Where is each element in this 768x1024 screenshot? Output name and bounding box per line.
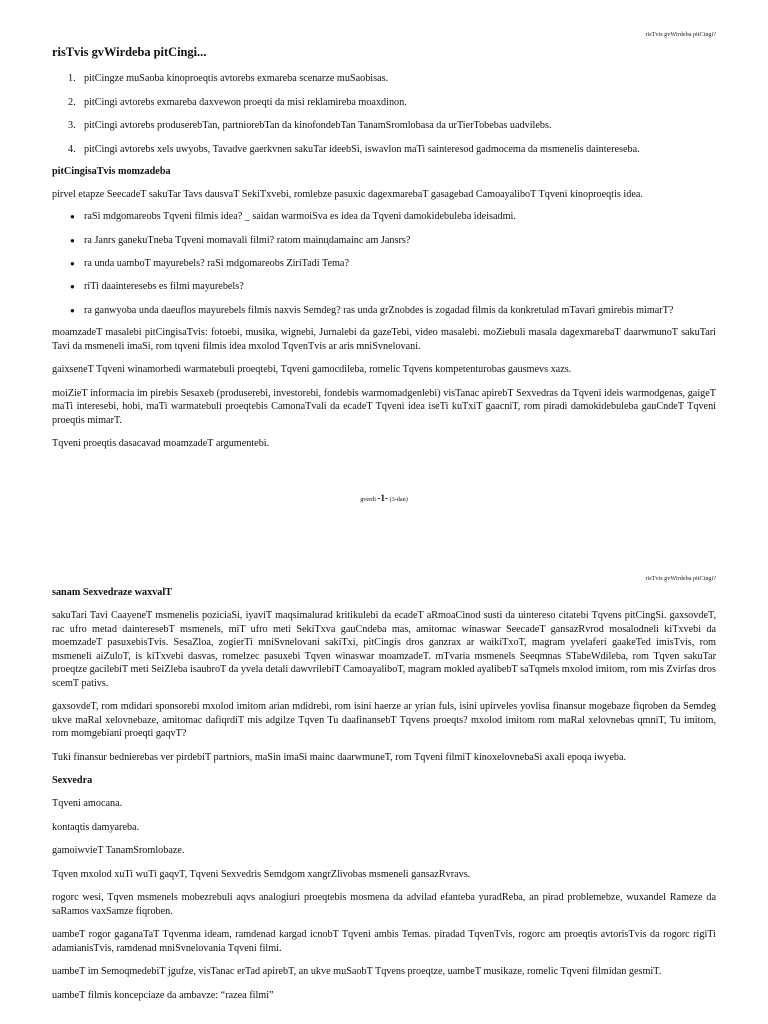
body-paragraph: gamoiwvieT TanamSromlobaze. xyxy=(52,845,185,857)
list-item: 2. pitCingi avtorebs exmareba daxvewon proeqti da misi reklamireba moaxdinon. xyxy=(68,96,407,108)
page-number: -1- xyxy=(377,493,389,503)
section-heading: pitCingisaTvis momzadeba xyxy=(52,166,171,178)
body-paragraph: uambeT im SemoqmedebiT jgufze, visTanac erTad apirebT, an ukve muSaobT Tqvens proeqtze, uambeT musikaze, romelic Tqveni filmidan gesmiT. xyxy=(52,966,662,978)
bullet-list xyxy=(52,210,716,317)
list-item: ● ra unda uamboT mayurebels? raSi mdgomareobs ZiriTadi Tema? xyxy=(70,258,349,269)
list-item: ● ra Janrs ganekuTneba Tqveni momavali filmi? ratom mainцdamainc am Jansrs? xyxy=(70,234,411,246)
body-paragraph: uambeT filmis koncepciaze da ambavze: “razea filmi” xyxy=(52,989,274,1001)
bullet-icon: ● xyxy=(70,305,75,315)
body-paragraph: uambeT rogor gaganaTaT Tqvenma ideam, ramdenad kargad icnobT Tqveni ambis Temas. piradad TqvenTvis, rogorc am proeqtis avtorisTvis da rogorc rigiTi adamianisTvis, ramdenad mniSvnelovania Tqveni filmi. xyxy=(52,929,716,954)
page-footer: gverdi -1- (3-dan) xyxy=(360,493,408,503)
section-heading: Sexvedra xyxy=(52,774,93,786)
body-paragraph: sakuTari Tavi CaayeneT msmenelis poziciaSi, iyaviT maqsimalurad kritikulebi da ecadeT aRmoaCinod susti da uintereso citatebi Tqvens pitCingSi. gaxsovdeT, rac ufro metad dainteresebT msmenels, miT ufro meti SekiTxva gauCndeba mas, amitomac winaswar SeecadeT gansazRvrod mosalodneli kiTxvebi da moemzadeT pasuxebisTvis. SesaZloa, zogierTi mniSvnelovani sakiTxi, pitCingis dros ganzrax ar waikiTxoT, magram yvelaferi gaakeTed imisTvis, rom msmeneli aiZuloT, is kiTxvebi dasvas, romelzec pasuxebi Tqven winaswar moamzadeT. mTvaria msmenels Seeqmnas STabeWdileba, rom Tqven sakuTar proeqtze gacilebiT meti SeiZleba isaubroT da yvela detali dawvrilebiT CamoayaliboT, magram mokled ayalibebT saTqmels mxolod imitom, rom mis Zvirfas dros scemT pativs. xyxy=(52,610,716,689)
page-2-content xyxy=(52,586,716,1002)
list-item: 1. pitCingze muSaoba kinoproeqtis avtorebs exmareba scenarze muSaobisas. xyxy=(68,73,389,85)
list-item: ● ra ganwyoba unda daeuflos mayurebels filmis naxvis Semdeg? ras unda grZnobdes is zogadad filmis da konkretulad mTavari gmirebis mimarT? xyxy=(70,304,674,316)
bullet-icon: ● xyxy=(70,282,75,292)
document-page-2 xyxy=(0,556,768,1024)
body-paragraph: Tqveni amocana. xyxy=(52,798,123,810)
body-paragraph: rogorc wesi, Tqven msmenels mobezrebuli aqvs analogiuri proeqtebis mosmena da advilad efanteba yuradReba, an pirad problemebze, wuxandel Rameze da saRamos vaxSamze fiqroben. xyxy=(52,892,716,917)
bullet-icon: ● xyxy=(70,212,75,222)
body-paragraph: Tuki finansur bednierebas ver pirdebiT partniors, maSin imaSi mainc daarwmuneT, rom Tqveni filmiT kinoxelovnebaSi axali epoqa iwyeba. xyxy=(52,751,627,763)
page-1-content xyxy=(52,44,716,451)
body-paragraph: gaixseneT Tqveni winamorbedi warmatebuli proeqtebi, Tqveni gamocdileba, romelic Tqvens kompetenturobas gausmevs xazs. xyxy=(52,364,572,376)
bullet-icon: ● xyxy=(70,259,75,268)
body-paragraph: moamzadeT masalebi pitCingisaTvis: fotoebi, musika, wignebi, Jurnalebi da gazeTebi, video masalebi. moZiebuli masala dagexmarebaT daarwmunoT sakuTari Tavi da msmeneli imaSi, rom tqveni filmis idea mxolod TqvenTvis ar aris mniSvnelovani. xyxy=(52,327,716,352)
bullet-icon: ● xyxy=(70,235,75,245)
list-item: 4. pitCingi avtorebs xels uwyobs, Tavadve gaerkvnen sakuTar ideebSi, iswavlon maTi sainteresod gadmocema da msmenelis daintereseba. xyxy=(68,143,640,155)
numbered-list xyxy=(52,72,716,156)
body-paragraph: gaxsovdeT, rom mdidari sponsorebi mxolod imitom arian mdidrebi, rom isini haerze ar yrian fuls, isini upirveles yovlisa finansur mogebaze fiqroben da Semdeg ukve maRal xelovnebaze, amitomac dafiqrdiT mis adgilze Tqven Tu daafinansebT Tqvens proeqts? mxolod imitom rom maRal xelovnebas qmniT, Tu imitom, rom momgebiani proeqti gaqvT? xyxy=(52,701,716,740)
page-title: risTvis gvWirdeba pitCingi... xyxy=(52,45,207,59)
section-heading: sanam Sexvedraze waxvalT xyxy=(52,587,172,598)
list-item: 3. pitCingi avtorebs produserebTan, partniorebTan da kinofondebTan TanamSromlobasa da urTierTobebas uadvilebs. xyxy=(68,120,552,132)
running-header: risTvis gvWirdeba pitCingi? xyxy=(645,31,716,38)
body-paragraph: Tqveni proeqtis dasacavad moamzadeT argumentebi. xyxy=(52,438,270,450)
intro-paragraph: pirvel etapze SeecadeT sakuTar Tavs dausvaT SekiTxvebi, romlebze pasuxic dagexmarebaT gasagebad CamoayaliboT Tqveni kinoproeqtis idea. xyxy=(52,188,643,200)
body-paragraph: Tqven mxolod xuTi wuTi gaqvT, Tqveni Sexvedris Semdgom xangrZlivobas msmeneli gansazRvravs. xyxy=(52,868,471,880)
list-item: ● raSi mdgomareobs Tqveni filmis idea? _ saidan warmoiSva es idea da Tqveni damokidebuleba ideisadmi. xyxy=(70,211,516,223)
body-paragraph: kontaqtis damyareba. xyxy=(52,821,140,833)
running-header: risTvis gvWirdeba pitCingi? xyxy=(645,575,716,582)
list-item: ● riTi daainteresebs es filmi mayurebels? xyxy=(70,281,244,293)
body-paragraph: moiZieT informacia im pirebis Sesaxeb (produserebi, investorebi, fondebis warmomadgenlebi) visTanac apirebT Sexvedras da Tqveni ideis warmodgenas, gaigeT maTi interesebi, hobi, maTi warmatebuli proeqtebis CamonaTvali da ecadeT Tqveni idea iseTi kuTxiT gaacniT, rom piradi damokidebuleba gauCndeT Tqveni proeqtis mimarT. xyxy=(52,387,716,426)
